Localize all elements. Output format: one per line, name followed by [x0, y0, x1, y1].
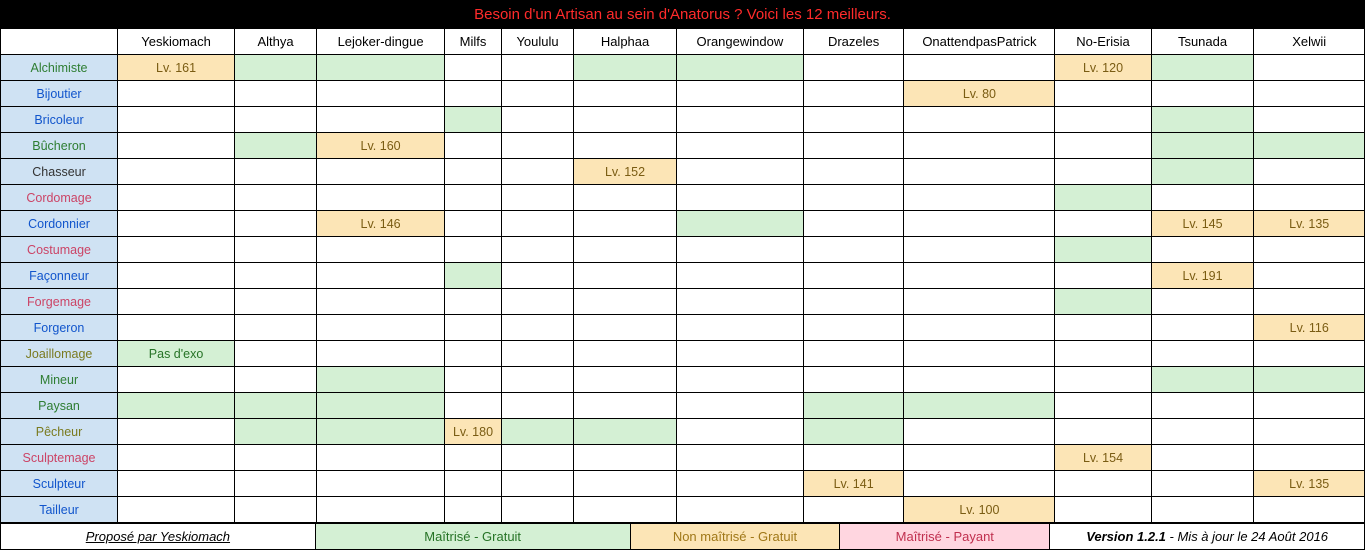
grid-cell[interactable]: [1254, 263, 1365, 289]
grid-cell[interactable]: [1254, 159, 1365, 185]
grid-cell[interactable]: [1055, 185, 1151, 211]
grid-cell[interactable]: [676, 419, 803, 445]
grid-cell[interactable]: [676, 133, 803, 159]
grid-cell[interactable]: [501, 263, 573, 289]
grid-cell[interactable]: [501, 185, 573, 211]
table-corner-cell: [1, 29, 118, 55]
job-label: Costumage: [1, 237, 118, 263]
job-label: Bricoleur: [1, 107, 118, 133]
grid-cell[interactable]: [501, 133, 573, 159]
grid-cell[interactable]: [574, 315, 677, 341]
grid-cell[interactable]: [118, 237, 235, 263]
player-header: Orangewindow: [676, 29, 803, 55]
grid-cell[interactable]: [1055, 315, 1151, 341]
grid-cell[interactable]: [574, 419, 677, 445]
grid-cell[interactable]: Lv. 146: [317, 211, 445, 237]
grid-cell[interactable]: Lv. 180: [445, 419, 502, 445]
grid-cell[interactable]: [118, 81, 235, 107]
grid-cell[interactable]: [574, 107, 677, 133]
grid-cell[interactable]: [676, 107, 803, 133]
grid-cell[interactable]: [1254, 107, 1365, 133]
grid-cell[interactable]: [501, 107, 573, 133]
grid-cell[interactable]: [317, 263, 445, 289]
grid-cell[interactable]: [803, 289, 904, 315]
grid-cell[interactable]: [574, 289, 677, 315]
grid-cell[interactable]: [317, 55, 445, 81]
grid-cell[interactable]: [118, 211, 235, 237]
version-label: Version 1.2.1: [1086, 529, 1166, 544]
grid-cell[interactable]: [1254, 445, 1365, 471]
grid-cell[interactable]: [1055, 133, 1151, 159]
grid-cell[interactable]: [118, 289, 235, 315]
grid-cell[interactable]: [574, 211, 677, 237]
grid-cell[interactable]: [904, 445, 1055, 471]
job-label: Cordonnier: [1, 211, 118, 237]
grid-cell[interactable]: [1254, 341, 1365, 367]
job-label: Joaillomage: [1, 341, 118, 367]
player-header: Tsunada: [1151, 29, 1254, 55]
grid-cell[interactable]: [904, 133, 1055, 159]
grid-cell[interactable]: [1151, 185, 1254, 211]
grid-cell[interactable]: [1151, 393, 1254, 419]
grid-cell[interactable]: [803, 185, 904, 211]
table-row: [1, 393, 1365, 419]
grid-cell[interactable]: [445, 237, 502, 263]
table-header-row: [1, 29, 1365, 55]
grid-cell[interactable]: [445, 471, 502, 497]
grid-cell[interactable]: [904, 237, 1055, 263]
grid-cell[interactable]: [235, 289, 317, 315]
grid-cell[interactable]: [676, 367, 803, 393]
grid-cell[interactable]: [317, 471, 445, 497]
grid-cell[interactable]: [1151, 471, 1254, 497]
job-label: Mineur: [1, 367, 118, 393]
grid-cell[interactable]: [118, 185, 235, 211]
grid-cell[interactable]: [803, 237, 904, 263]
grid-cell[interactable]: Lv. 141: [803, 471, 904, 497]
grid-cell[interactable]: [803, 263, 904, 289]
grid-cell[interactable]: [317, 81, 445, 107]
player-header: Milfs: [445, 29, 502, 55]
grid-cell[interactable]: [803, 133, 904, 159]
grid-cell[interactable]: Lv. 116: [1254, 315, 1365, 341]
grid-cell[interactable]: [1151, 497, 1254, 523]
grid-cell[interactable]: [904, 263, 1055, 289]
job-label: Paysan: [1, 393, 118, 419]
table-row: [1, 341, 1365, 367]
grid-cell[interactable]: [445, 185, 502, 211]
grid-cell[interactable]: [317, 367, 445, 393]
grid-cell[interactable]: Lv. 135: [1254, 471, 1365, 497]
grid-cell[interactable]: [235, 445, 317, 471]
grid-cell[interactable]: [904, 55, 1055, 81]
grid-cell[interactable]: Lv. 161: [118, 55, 235, 81]
grid-cell[interactable]: [574, 497, 677, 523]
grid-cell[interactable]: Lv. 152: [574, 159, 677, 185]
grid-cell[interactable]: Lv. 145: [1151, 211, 1254, 237]
table-row: [1, 471, 1365, 497]
grid-cell[interactable]: [1055, 211, 1151, 237]
grid-cell[interactable]: [1151, 315, 1254, 341]
grid-cell[interactable]: [235, 315, 317, 341]
grid-cell[interactable]: [445, 107, 502, 133]
grid-cell[interactable]: [317, 419, 445, 445]
grid-cell[interactable]: [676, 159, 803, 185]
grid-cell[interactable]: [445, 159, 502, 185]
grid-cell[interactable]: Lv. 120: [1055, 55, 1151, 81]
legend-unmastered-free: Non maîtrisé - Gratuit: [630, 524, 840, 550]
grid-cell[interactable]: Pas d'exo: [118, 341, 235, 367]
grid-cell[interactable]: [235, 367, 317, 393]
grid-cell[interactable]: [501, 471, 573, 497]
version-update: - Mis à jour le 24 Août 2016: [1165, 529, 1329, 544]
player-header: Yeskiomach: [118, 29, 235, 55]
grid-cell[interactable]: [904, 107, 1055, 133]
grid-cell[interactable]: [1055, 341, 1151, 367]
grid-cell[interactable]: [803, 107, 904, 133]
grid-cell[interactable]: [574, 237, 677, 263]
grid-cell[interactable]: [317, 445, 445, 471]
grid-cell[interactable]: [235, 341, 317, 367]
grid-cell[interactable]: [574, 393, 677, 419]
grid-cell[interactable]: [574, 445, 677, 471]
table-row: [1, 107, 1365, 133]
grid-cell[interactable]: [1151, 55, 1254, 81]
grid-cell[interactable]: [676, 289, 803, 315]
grid-cell[interactable]: [235, 497, 317, 523]
grid-cell[interactable]: [904, 211, 1055, 237]
grid-cell[interactable]: [676, 81, 803, 107]
grid-cell[interactable]: [1151, 133, 1254, 159]
player-header: Lejoker-dingue: [317, 29, 445, 55]
grid-cell[interactable]: Lv. 154: [1055, 445, 1151, 471]
table-row: [1, 367, 1365, 393]
grid-cell[interactable]: [676, 471, 803, 497]
grid-cell[interactable]: [445, 341, 502, 367]
grid-cell[interactable]: [501, 445, 573, 471]
grid-cell[interactable]: [445, 81, 502, 107]
grid-cell[interactable]: [235, 81, 317, 107]
table-row: [1, 315, 1365, 341]
grid-cell[interactable]: [235, 211, 317, 237]
grid-cell[interactable]: [574, 367, 677, 393]
grid-cell[interactable]: [317, 341, 445, 367]
job-label: Forgemage: [1, 289, 118, 315]
grid-cell[interactable]: [676, 263, 803, 289]
table-row: [1, 445, 1365, 471]
grid-cell[interactable]: [1151, 445, 1254, 471]
grid-cell[interactable]: [235, 107, 317, 133]
grid-cell[interactable]: [1151, 341, 1254, 367]
grid-cell[interactable]: [235, 393, 317, 419]
table-row: [1, 497, 1365, 523]
grid-cell[interactable]: Lv. 100: [904, 497, 1055, 523]
grid-cell[interactable]: [1254, 81, 1365, 107]
table-row: [1, 419, 1365, 445]
page-title: Besoin d'un Artisan au sein d'Anatorus ? Voici les 12 meilleurs.: [474, 5, 891, 23]
job-label: Forgeron: [1, 315, 118, 341]
grid-cell[interactable]: [803, 341, 904, 367]
grid-cell[interactable]: [118, 367, 235, 393]
grid-cell[interactable]: [904, 341, 1055, 367]
title-bar: [0, 0, 1365, 28]
grid-cell[interactable]: [317, 315, 445, 341]
grid-cell[interactable]: [1151, 159, 1254, 185]
grid-cell[interactable]: [118, 497, 235, 523]
grid-cell[interactable]: [118, 263, 235, 289]
grid-cell[interactable]: [1254, 393, 1365, 419]
player-header: Drazeles: [803, 29, 904, 55]
table-body: [1, 55, 1365, 523]
job-label: Bûcheron: [1, 133, 118, 159]
grid-cell[interactable]: [803, 445, 904, 471]
table-row: [1, 133, 1365, 159]
table-row: [1, 237, 1365, 263]
table-row: [1, 159, 1365, 185]
grid-cell[interactable]: [445, 55, 502, 81]
grid-cell[interactable]: [118, 419, 235, 445]
grid-cell[interactable]: [235, 471, 317, 497]
grid-cell[interactable]: [1055, 237, 1151, 263]
grid-cell[interactable]: [904, 419, 1055, 445]
grid-cell[interactable]: [574, 471, 677, 497]
job-label: Alchimiste: [1, 55, 118, 81]
grid-cell[interactable]: [904, 289, 1055, 315]
grid-cell[interactable]: [317, 237, 445, 263]
grid-cell[interactable]: [1055, 81, 1151, 107]
grid-cell[interactable]: [118, 159, 235, 185]
job-label: Sculpteur: [1, 471, 118, 497]
grid-cell[interactable]: [803, 159, 904, 185]
grid-cell[interactable]: [574, 81, 677, 107]
grid-cell[interactable]: Lv. 191: [1151, 263, 1254, 289]
grid-cell[interactable]: [1055, 159, 1151, 185]
job-label: Façonneur: [1, 263, 118, 289]
grid-cell[interactable]: [1055, 471, 1151, 497]
grid-cell[interactable]: [1151, 81, 1254, 107]
grid-cell[interactable]: [235, 185, 317, 211]
table-row: [1, 289, 1365, 315]
grid-cell[interactable]: [676, 393, 803, 419]
job-label: Chasseur: [1, 159, 118, 185]
grid-cell[interactable]: [574, 55, 677, 81]
grid-cell[interactable]: [1254, 419, 1365, 445]
grid-cell[interactable]: [501, 419, 573, 445]
table-row: [1, 185, 1365, 211]
grid-cell[interactable]: [445, 315, 502, 341]
grid-cell[interactable]: [235, 55, 317, 81]
grid-cell[interactable]: [904, 315, 1055, 341]
grid-cell[interactable]: [445, 289, 502, 315]
grid-cell[interactable]: [1254, 367, 1365, 393]
grid-cell[interactable]: [501, 315, 573, 341]
grid-cell[interactable]: [1254, 133, 1365, 159]
grid-cell[interactable]: [1055, 497, 1151, 523]
grid-cell[interactable]: [1055, 289, 1151, 315]
player-header: Halphaa: [574, 29, 677, 55]
author-credit: Proposé par Yeskiomach: [1, 524, 316, 550]
grid-cell[interactable]: [501, 341, 573, 367]
grid-cell[interactable]: [676, 497, 803, 523]
grid-cell[interactable]: [445, 263, 502, 289]
grid-cell[interactable]: [501, 159, 573, 185]
grid-cell[interactable]: [1055, 419, 1151, 445]
grid-cell[interactable]: [317, 159, 445, 185]
grid-cell[interactable]: [501, 367, 573, 393]
grid-cell[interactable]: [445, 497, 502, 523]
version-info: [1050, 524, 1365, 550]
grid-cell[interactable]: [445, 367, 502, 393]
grid-cell[interactable]: [501, 211, 573, 237]
job-label: Pêcheur: [1, 419, 118, 445]
grid-cell[interactable]: [235, 419, 317, 445]
grid-cell[interactable]: [1055, 107, 1151, 133]
grid-cell[interactable]: [803, 315, 904, 341]
grid-cell[interactable]: [445, 133, 502, 159]
grid-cell[interactable]: [1151, 237, 1254, 263]
job-label: Tailleur: [1, 497, 118, 523]
grid-cell[interactable]: [501, 55, 573, 81]
grid-cell[interactable]: [574, 133, 677, 159]
grid-cell[interactable]: [1254, 55, 1365, 81]
grid-cell[interactable]: [501, 393, 573, 419]
grid-cell[interactable]: [803, 367, 904, 393]
legend-row: [1, 524, 1365, 550]
grid-cell[interactable]: [501, 289, 573, 315]
grid-cell[interactable]: [676, 445, 803, 471]
player-header: Xelwii: [1254, 29, 1365, 55]
grid-cell[interactable]: [118, 133, 235, 159]
grid-cell[interactable]: [803, 497, 904, 523]
grid-cell[interactable]: [1254, 289, 1365, 315]
player-header: No-Erisia: [1055, 29, 1151, 55]
grid-cell[interactable]: [118, 315, 235, 341]
legend-mastered-free: Maîtrisé - Gratuit: [315, 524, 630, 550]
legend-mastered-paid: Maîtrisé - Payant: [840, 524, 1050, 550]
grid-cell[interactable]: Lv. 135: [1254, 211, 1365, 237]
grid-cell[interactable]: [235, 133, 317, 159]
grid-cell[interactable]: [1151, 367, 1254, 393]
grid-cell[interactable]: [904, 159, 1055, 185]
grid-cell[interactable]: [904, 367, 1055, 393]
grid-cell[interactable]: [501, 497, 573, 523]
grid-cell[interactable]: [1055, 263, 1151, 289]
grid-cell[interactable]: Lv. 160: [317, 133, 445, 159]
grid-cell[interactable]: [317, 185, 445, 211]
grid-cell[interactable]: [676, 341, 803, 367]
player-header: Yoululu: [501, 29, 573, 55]
grid-cell[interactable]: [1055, 393, 1151, 419]
grid-cell[interactable]: [445, 393, 502, 419]
legend-table: [0, 523, 1365, 550]
grid-cell[interactable]: [1151, 419, 1254, 445]
grid-cell[interactable]: [904, 185, 1055, 211]
grid-cell[interactable]: [317, 393, 445, 419]
grid-cell[interactable]: [803, 211, 904, 237]
job-label: Bijoutier: [1, 81, 118, 107]
table-row: [1, 263, 1365, 289]
grid-cell[interactable]: [676, 237, 803, 263]
grid-cell[interactable]: [317, 289, 445, 315]
grid-cell[interactable]: [803, 419, 904, 445]
grid-cell[interactable]: [235, 237, 317, 263]
grid-cell[interactable]: [317, 107, 445, 133]
grid-cell[interactable]: [574, 341, 677, 367]
grid-cell[interactable]: [904, 393, 1055, 419]
grid-cell[interactable]: [676, 185, 803, 211]
grid-cell[interactable]: [118, 471, 235, 497]
grid-cell[interactable]: [1151, 289, 1254, 315]
grid-cell[interactable]: [445, 445, 502, 471]
grid-cell[interactable]: [317, 497, 445, 523]
grid-cell[interactable]: [1254, 237, 1365, 263]
grid-cell[interactable]: [803, 393, 904, 419]
grid-cell[interactable]: [803, 81, 904, 107]
grid-cell[interactable]: [235, 263, 317, 289]
grid-cell[interactable]: Lv. 80: [904, 81, 1055, 107]
grid-cell[interactable]: [676, 211, 803, 237]
grid-cell[interactable]: [676, 315, 803, 341]
grid-cell[interactable]: [1254, 185, 1365, 211]
grid-cell[interactable]: [501, 237, 573, 263]
grid-cell[interactable]: [904, 471, 1055, 497]
grid-cell[interactable]: [1151, 107, 1254, 133]
player-header: Althya: [235, 29, 317, 55]
grid-cell[interactable]: [1055, 367, 1151, 393]
grid-cell[interactable]: [118, 393, 235, 419]
grid-cell[interactable]: [445, 211, 502, 237]
grid-cell[interactable]: [118, 445, 235, 471]
table-row: [1, 81, 1365, 107]
grid-cell[interactable]: [118, 107, 235, 133]
grid-cell[interactable]: [235, 159, 317, 185]
grid-cell[interactable]: [574, 185, 677, 211]
table-row: [1, 55, 1365, 81]
player-header: OnattendpasPatrick: [904, 29, 1055, 55]
artisans-table: [0, 28, 1365, 523]
job-label: Cordomage: [1, 185, 118, 211]
table-row: [1, 211, 1365, 237]
job-label: Sculptemage: [1, 445, 118, 471]
grid-cell[interactable]: [1254, 497, 1365, 523]
grid-cell[interactable]: [501, 81, 573, 107]
grid-cell[interactable]: [803, 55, 904, 81]
grid-cell[interactable]: [676, 55, 803, 81]
grid-cell[interactable]: [574, 263, 677, 289]
